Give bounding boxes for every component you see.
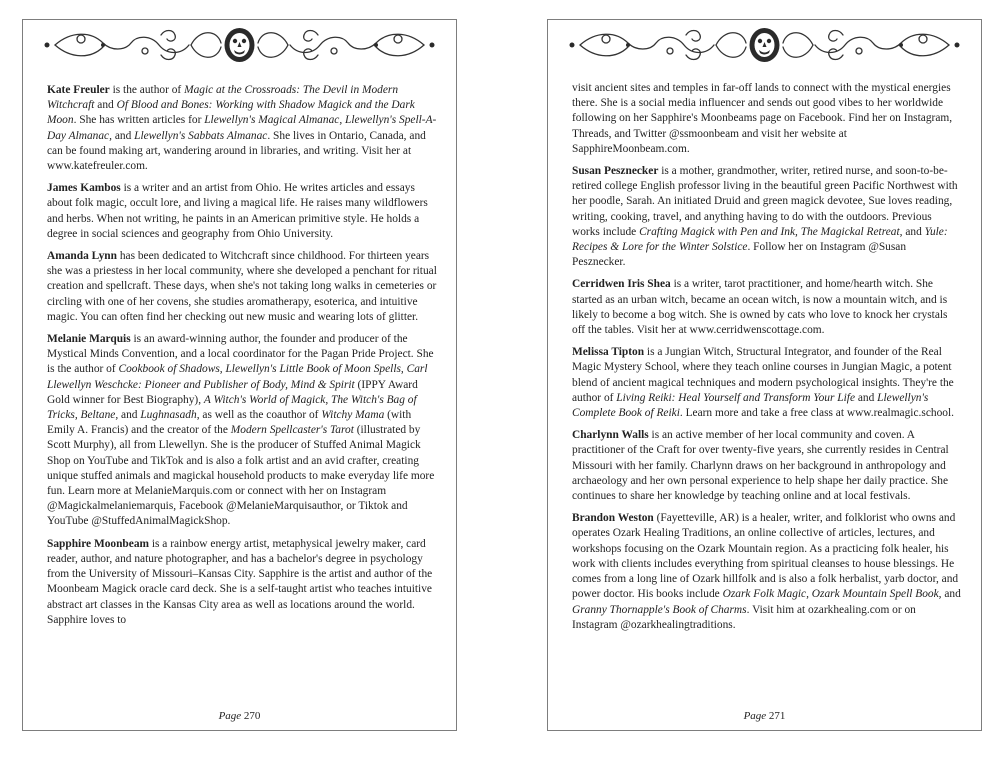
ornament-header-icon xyxy=(41,25,438,65)
bio-text: is a mother, grandmother, writer, retired nurse, and soon-to-be-retired college English professor living in the beautiful green Pacific Northwest with her poodle, Sarah. An initiated Druid and green magick devotee, Sue loves reading, writing, cooking, travel, and anything having to do with the outdoors. Previous works include xyxy=(572,165,958,238)
bio-list xyxy=(47,83,437,635)
bio-entry xyxy=(47,537,437,628)
bio-text: , as well as the coauthor of xyxy=(196,409,322,422)
bio-text: is an award-winning author, the founder and producer of the Mystical Minds Convention, and a local coordinator for the Pagan Pride Project. She is the author of xyxy=(47,333,434,376)
bio-text: (with Emily A. Francis) and the creator of the xyxy=(47,409,412,437)
bio-text: . Learn more and take a free class at www.realmagic.school. xyxy=(679,407,954,420)
book-title: Crafting Magick with Pen and Ink, The Magickal Retreat, xyxy=(639,225,903,238)
author-name: James Kambos xyxy=(47,182,121,195)
bio-text: and xyxy=(855,391,878,404)
book-title: Cookbook of Shadows, Llewellyn's Little Book of Moon Spells, Carl Llewellyn Weschcke: Pioneer and Publisher of Body, Mind & Spirit xyxy=(47,363,428,391)
bio-text: and xyxy=(111,129,135,142)
bio-entry xyxy=(47,83,437,174)
bio-text: is an active member of her local community and coven. A practitioner of the Craft for over twenty-five years, she currently resides in Central Missouri with her family. Charlynn draws on her background in anthropology and archaeology and her own personal experience to help shape her daily practice. She continues to share her knowledge by teaching online and at local festivals. xyxy=(572,429,949,503)
bio-continuation: visit ancient sites and temples in far-off lands to connect with the mystical energies there. She is a social media influencer and sends out good vibes to her worldwide following on her Sapphire's Moonbeams page on Facebook. Find her on Instagram, Threads, and Twitter @ssmoonbeam and visit her website at SapphireMoonbeam.com. xyxy=(572,82,953,155)
bio-entry xyxy=(572,345,962,421)
bio-text: and xyxy=(941,588,961,601)
book-title: A Witch's World of Magick, The Witch's Bag of Tricks, Beltane, xyxy=(47,393,417,422)
book-title: Of Blood and Bones: Working with Shadow Magick and the Dark Moon xyxy=(47,99,415,127)
author-name: Susan Pesznecker xyxy=(572,165,659,178)
bio-text: and xyxy=(902,225,925,238)
bio-text: and xyxy=(118,409,141,422)
bio-entry xyxy=(572,511,962,633)
page-footer xyxy=(548,710,981,722)
bio-text: has been dedicated to Witchcraft since childhood. For thirteen years she was a priestess in her local community, where she developed a penchant for ritual creation and spellcraft. These days, when she's not taking long walks in cemeteries or circling with one of her covens, she studies aromatherapy, esoterica, and intuitive magic. You can often find her checking out new music and wearing lots of glitter. xyxy=(47,250,437,323)
author-name: Amanda Lynn xyxy=(47,250,117,263)
bio-text: is a writer, tarot practitioner, and home/hearth witch. She started as an urban witch, became an ocean witch, is now a mountain witch, and is likely to become a bog witch. She is owned by cats who love to knock her crystals off the tables. Visit her at www.cerridwenscottage.com. xyxy=(572,278,948,337)
bio-text: . Follow her on Instagram @Susan Pesznecker. xyxy=(572,241,907,269)
author-name: Sapphire Moonbeam xyxy=(47,537,150,550)
author-name: Melissa Tipton xyxy=(572,346,645,359)
bio-text: . She lives in Ontario, Canada, and can be found making art, wandering around in libraries, and writing. Visit her at www.katefreuler.com. xyxy=(47,129,426,173)
bio-entry xyxy=(572,164,962,270)
page-number: 271 xyxy=(768,710,786,722)
author-name: Charlynn Walls xyxy=(572,429,649,442)
bio-entries xyxy=(572,164,962,633)
book-title: Modern Spellcaster's Tarot xyxy=(230,424,354,437)
bio-text: . Visit him at ozarkhealing.com or on Instagram @ozarkhealingtraditions. xyxy=(572,603,916,631)
page-number: 270 xyxy=(243,710,261,722)
bio-text: is the author of xyxy=(109,84,185,96)
book-title: Llewellyn's Complete Book of Reiki xyxy=(572,391,929,420)
ornament-header-icon xyxy=(566,25,963,65)
left-page xyxy=(22,19,457,731)
page-footer xyxy=(23,710,456,722)
bio-text: is a rainbow energy artist, metaphysical jewelry maker, card reader, author, and nature photographer, and has a bachelor's degree in psychology from the University of Missouri–Kansas City. Sapphire is the artist and author of the Moonbeam Magick oracle card deck. She is a self-taught artist who teaches intuitive abstract art classes in the Kansas City area as well as locations around the world. Sapphire loves to xyxy=(47,537,433,626)
book-title: Llewellyn's Magical Almanac, Llewellyn's Spell-A-Day Almanac, xyxy=(47,114,437,142)
author-name: Cerridwen Iris Shea xyxy=(572,278,671,291)
book-title: Magic at the Crossroads: The Devil in Modern Witchcraft xyxy=(47,84,399,112)
book-title: Yule: Recipes & Lore for the Winter Solstice xyxy=(572,225,948,254)
bio-text: is a writer and an artist from Ohio. He writes articles and essays about folk magic, occult lore, and living a magical life. He raises many wildflowers and herbs. When not writing, he paints in an American primitive style. He holds a degree in social sciences and geography from Ohio University. xyxy=(47,182,428,240)
book-title: Granny Thornapple's Book of Charms xyxy=(572,603,747,616)
bio-entry xyxy=(47,181,437,242)
bio-text: . She has written articles for xyxy=(73,114,205,127)
bio-text: is a Jungian Witch, Structural Integrator, and founder of the Real Magic Mystery School, where they teach online courses in Jungian Magic, a potent blend of ancient magical techniques and modern psychological insights. They're the author of xyxy=(572,346,954,404)
bio-text: (IPPY Award Gold winner for Best Biography), xyxy=(47,378,418,406)
author-name: Brandon Weston xyxy=(572,512,654,525)
bio-list xyxy=(572,81,962,640)
bio-entry xyxy=(572,277,962,338)
book-title: Llewellyn's Sabbats Almanac xyxy=(134,129,268,142)
book-title: Living Reiki: Heal Yourself and Transform Your Life xyxy=(616,391,856,404)
bio-entry xyxy=(47,249,437,325)
page-label: Page xyxy=(218,710,242,722)
page-label: Page xyxy=(743,710,767,722)
author-name: Kate Freuler xyxy=(47,84,110,96)
bio-entry xyxy=(572,428,962,504)
author-name: Melanie Marquis xyxy=(47,333,131,346)
bio-text: (illustrated by Scott Murphy), all from Llewellyn. She is the producer of Stuffed Animal Magick Shop on YouTube and TikTok and is also a folk artist and an avid crafter, creating unique stuffed animals and magickal household products to make everyday life more fun. Learn more at MelanieMarquis.com or connect with her on Instagram @Magickalmelaniemarquis, Facebook @MelanieMarquisauthor, or Tiktok and YouTube @StuffedAnimalMagickShop. xyxy=(47,424,435,528)
bio-text: and xyxy=(94,99,117,112)
right-page xyxy=(547,19,982,731)
book-title: Ozark Folk Magic, Ozark Mountain Spell Book, xyxy=(722,588,942,601)
bio-entry xyxy=(47,332,437,530)
book-title: Lughnasadh xyxy=(140,409,197,422)
bio-text: (Fayetteville, AR) is a healer, writer, and folklorist who owns and operates Ozark Healing Traditions, an online collective of articles, lectures, and workshops focusing on the Ozark Mountain region. As a practicing folk healer, his work with clients includes everything from spiritual cleanses to house blessings. He comes from a long line of Ozark hillfolk and is also a folk herbalist, yarb doctor, and power doctor. His books include xyxy=(572,512,959,601)
book-title: Witchy Mama xyxy=(321,409,385,422)
